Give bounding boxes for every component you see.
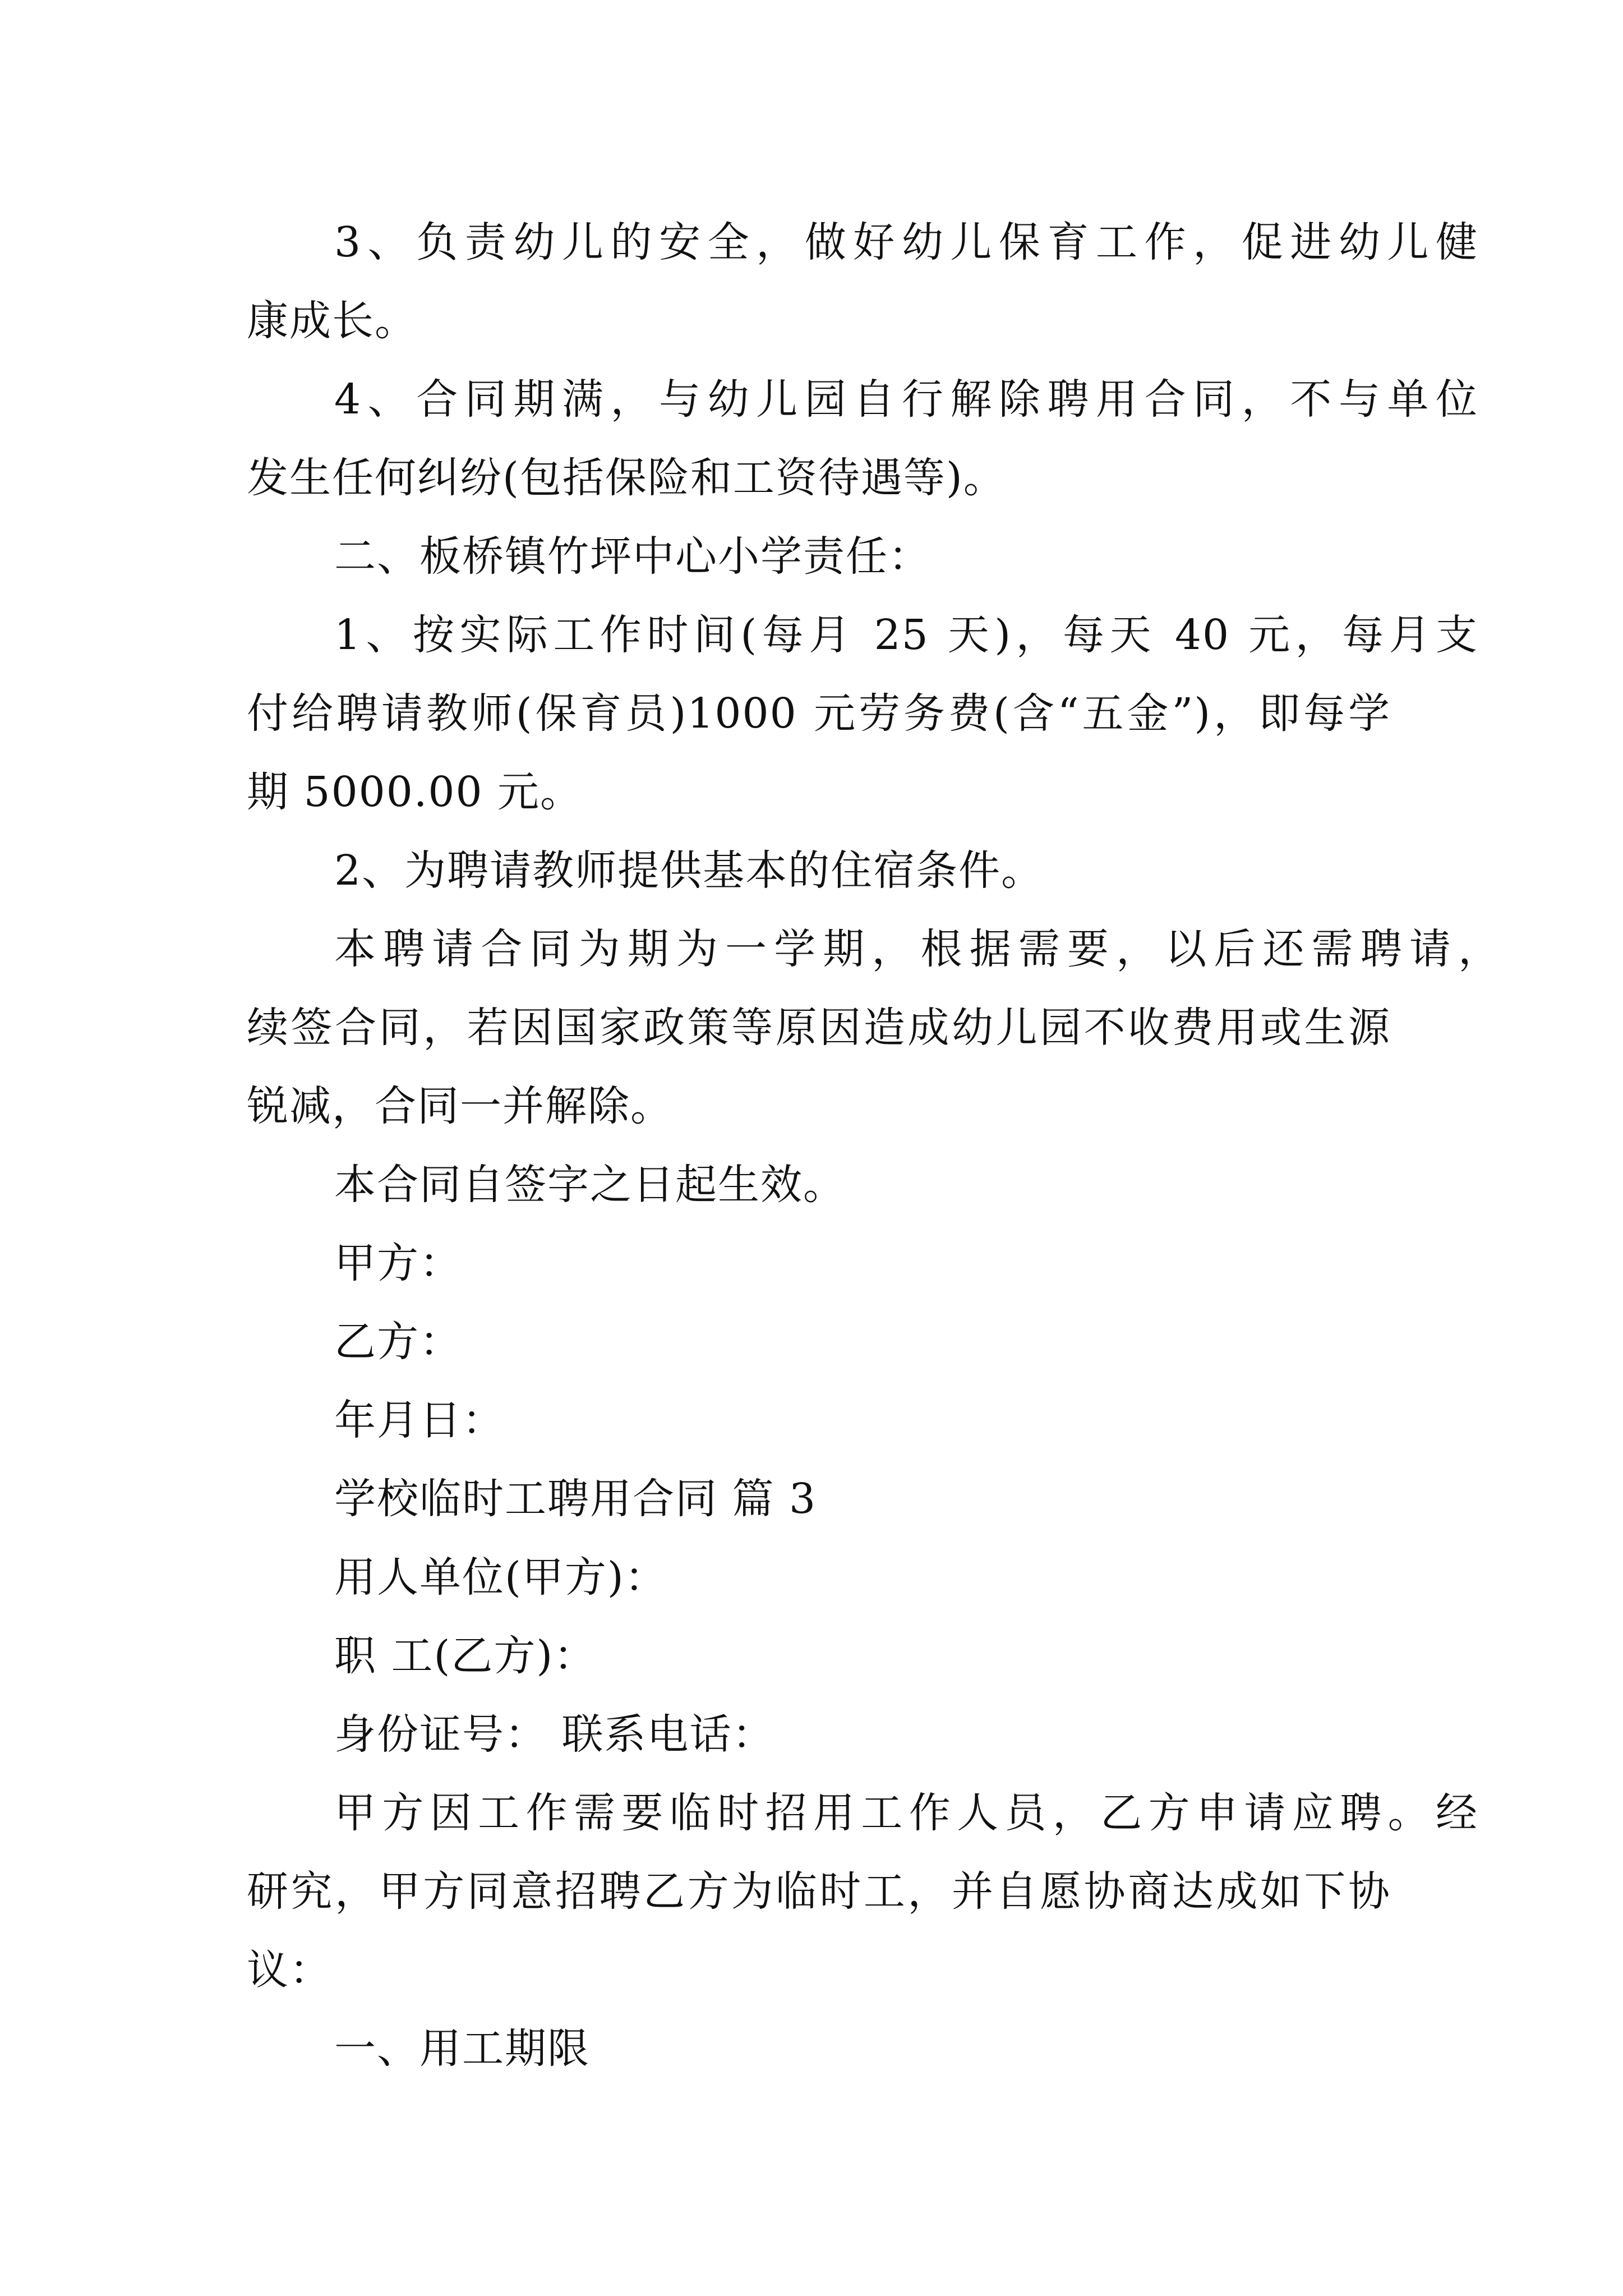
signature-label-party-a: 甲方： [334,1239,462,1287]
section-heading: 一、用工期限 [334,2024,590,2073]
paragraph-line: 甲方因工作需要临时招用工作人员，乙方申请应聘。经 [334,1789,1478,1837]
paragraph-line: 2、为聘请教师提供基本的住宿条件。 [334,846,1044,895]
paragraph-line: 期 5000.00 元。 [247,768,583,816]
paragraph-line: 研究，甲方同意招聘乙方为临时工，并自愿协商达成如下协 [247,1867,1391,1916]
paragraph-line: 锐减，合同一并解除。 [247,1082,673,1130]
paragraph-line: 续签合同，若因国家政策等原因造成幼儿园不收费用或生源 [247,1004,1391,1052]
paragraph-line: 康成长。 [247,297,417,345]
employer-label: 用人单位(甲方)： [334,1553,667,1602]
employee-label: 职 工(乙方)： [334,1632,597,1680]
section-title: 学校临时工聘用合同 篇 3 [334,1475,817,1523]
id-phone-label: 身份证号： 联系电话： [334,1710,775,1759]
paragraph-line: 3、负责幼儿的安全，做好幼儿保育工作，促进幼儿健 [334,218,1478,266]
signature-label-party-b: 乙方： [334,1318,462,1366]
section-heading: 二、板桥镇竹坪中心小学责任： [334,532,931,581]
paragraph-line: 发生任何纠纷(包括保险和工资待遇等)。 [247,454,1006,502]
paragraph-line: 本合同自签字之日起生效。 [334,1161,846,1209]
date-label: 年月日： [334,1396,505,1444]
paragraph-line: 付给聘请教师(保育员)1000 元劳务费(含“五金”)，即每学 [247,689,1391,738]
paragraph-line: 本聘请合同为期为一学期，根据需要，以后还需聘请， [334,925,1501,973]
paragraph-line: 1、按实际工作时间(每月 25 天)，每天 40 元，每月支 [334,611,1478,659]
paragraph-line: 4、合同期满，与幼儿园自行解除聘用合同，不与单位 [334,375,1478,424]
paragraph-line: 议： [247,1946,332,1994]
